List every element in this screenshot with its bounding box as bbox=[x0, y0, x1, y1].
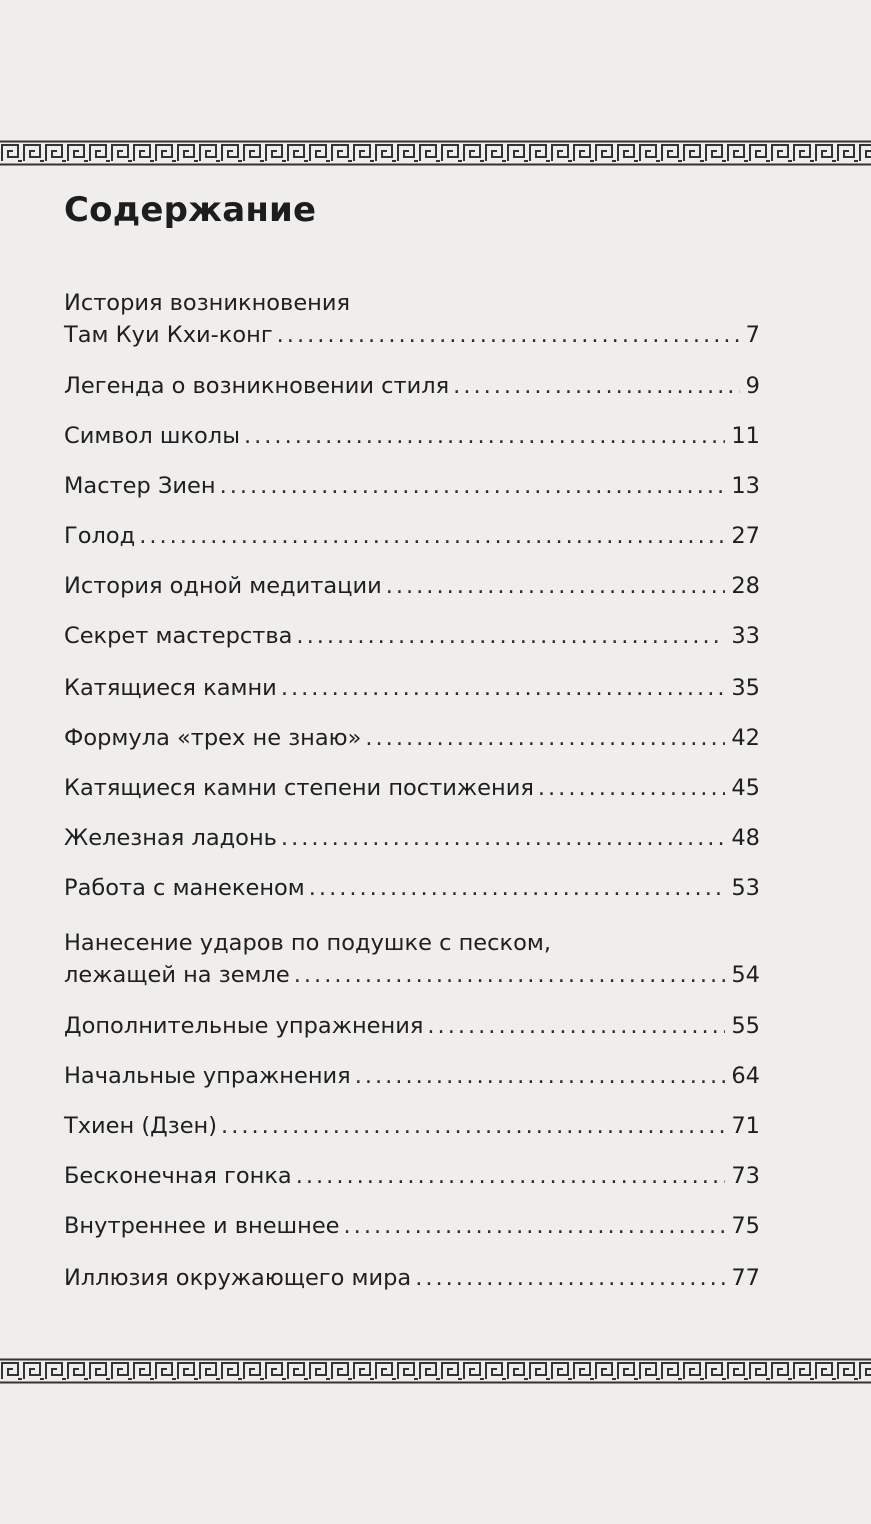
dot-leader bbox=[355, 1060, 726, 1092]
toc-entry-line bbox=[64, 470, 760, 502]
greek-key-border-top bbox=[0, 140, 871, 166]
dot-leader bbox=[309, 872, 726, 904]
dot-leader bbox=[415, 1262, 725, 1294]
toc-entry-line bbox=[64, 520, 760, 552]
dot-leader bbox=[344, 1210, 726, 1242]
toc-page-number: 28 bbox=[731, 573, 760, 599]
toc-entry-line bbox=[64, 1210, 760, 1242]
toc-entry-line bbox=[64, 672, 760, 704]
toc-entry-line bbox=[64, 822, 760, 854]
toc-page-number: 27 bbox=[731, 523, 760, 549]
toc-entry bbox=[64, 1110, 760, 1142]
dot-leader bbox=[281, 672, 726, 704]
toc-entry-line bbox=[64, 370, 760, 402]
toc-entry-line bbox=[64, 570, 760, 602]
toc-page-number: 33 bbox=[731, 623, 760, 649]
toc-entry-title: Катящиеся камни bbox=[64, 675, 277, 701]
dot-leader bbox=[139, 520, 725, 552]
dot-leader bbox=[244, 420, 725, 452]
toc-entry bbox=[64, 620, 760, 652]
toc-entry-line bbox=[64, 620, 760, 652]
toc-page-number: 54 bbox=[731, 962, 760, 988]
toc-entry bbox=[64, 287, 760, 351]
toc-page-number: 48 bbox=[731, 825, 760, 851]
toc-entry-title: Катящиеся камни степени постижения bbox=[64, 775, 534, 801]
toc-entry-line bbox=[64, 1160, 760, 1192]
toc-entry-line bbox=[64, 927, 760, 959]
toc-entry-title: Внутреннее и внешнее bbox=[64, 1213, 340, 1239]
toc-entry-line bbox=[64, 959, 760, 991]
toc-entry-line bbox=[64, 1060, 760, 1092]
dot-leader bbox=[294, 959, 726, 991]
toc-page-number: 73 bbox=[731, 1163, 760, 1189]
toc-entry bbox=[64, 1160, 760, 1192]
toc-entry-title: Начальные упражнения bbox=[64, 1063, 351, 1089]
toc-entry-title: История возникновения bbox=[64, 290, 351, 316]
toc-entry bbox=[64, 927, 760, 991]
toc-page-number: 7 bbox=[745, 322, 760, 348]
toc-page-number: 9 bbox=[745, 373, 760, 399]
toc-entry-title: Секрет мастерства bbox=[64, 623, 293, 649]
toc-entry-line bbox=[64, 1010, 760, 1042]
toc-entry-line bbox=[64, 1110, 760, 1142]
toc-entry-line bbox=[64, 319, 760, 351]
toc-entry bbox=[64, 822, 760, 854]
toc-entry-title: Работа с манекеном bbox=[64, 875, 305, 901]
dot-leader bbox=[538, 772, 725, 804]
dot-leader bbox=[365, 722, 725, 754]
dot-leader bbox=[427, 1010, 725, 1042]
toc-entry bbox=[64, 1010, 760, 1042]
toc-entry-line bbox=[64, 872, 760, 904]
toc-page-number: 53 bbox=[731, 875, 760, 901]
page-title: Содержание bbox=[64, 190, 317, 230]
toc-entry-line bbox=[64, 287, 760, 319]
toc-entry-title: Бесконечная гонка bbox=[64, 1163, 292, 1189]
toc-page-number: 42 bbox=[731, 725, 760, 751]
toc-entry-title: Железная ладонь bbox=[64, 825, 277, 851]
toc-entry-line bbox=[64, 772, 760, 804]
toc-entry bbox=[64, 520, 760, 552]
toc-entry-title: Там Куи Кхи-конг bbox=[64, 322, 273, 348]
toc-entry bbox=[64, 672, 760, 704]
toc-entry bbox=[64, 1210, 760, 1242]
toc-entry bbox=[64, 872, 760, 904]
toc-entry-line bbox=[64, 1262, 760, 1294]
dot-leader bbox=[220, 470, 726, 502]
toc-page-number: 64 bbox=[731, 1063, 760, 1089]
toc-entry-title: Мастер Зиен bbox=[64, 473, 216, 499]
toc-page-number: 75 bbox=[731, 1213, 760, 1239]
toc-entry-title: Дополнительные упражнения bbox=[64, 1013, 424, 1039]
dot-leader bbox=[386, 570, 726, 602]
toc-page-number: 71 bbox=[731, 1113, 760, 1139]
toc-entry bbox=[64, 722, 760, 754]
toc-page-number: 77 bbox=[731, 1265, 760, 1291]
toc-page-number: 55 bbox=[731, 1013, 760, 1039]
greek-key-border-bottom bbox=[0, 1358, 871, 1384]
toc-page-number: 11 bbox=[731, 423, 760, 449]
dot-leader bbox=[296, 1160, 726, 1192]
toc-entry-title: История одной медитации bbox=[64, 573, 382, 599]
dot-leader bbox=[453, 370, 740, 402]
dot-leader bbox=[277, 319, 740, 351]
dot-leader bbox=[296, 620, 725, 652]
toc-page-number: 13 bbox=[731, 473, 760, 499]
toc-entry bbox=[64, 772, 760, 804]
toc-entry-title: Голод bbox=[64, 523, 136, 549]
toc-entry-title: лежащей на земле bbox=[64, 962, 290, 988]
toc-entry-title: Иллюзия окружающего мира bbox=[64, 1265, 412, 1291]
toc-entry-line bbox=[64, 722, 760, 754]
toc-entry-title: Формула «трех не знаю» bbox=[64, 725, 362, 751]
toc-entry-line bbox=[64, 420, 760, 452]
toc-entry bbox=[64, 1060, 760, 1092]
toc-entry-title: Нанесение ударов по подушке с песком, bbox=[64, 930, 552, 956]
toc-entry-title: Тхиен (Дзен) bbox=[64, 1113, 218, 1139]
toc-entry bbox=[64, 370, 760, 402]
toc-entry bbox=[64, 1262, 760, 1294]
dot-leader bbox=[221, 1110, 725, 1142]
toc-entry bbox=[64, 420, 760, 452]
toc-entry bbox=[64, 470, 760, 502]
toc-entry bbox=[64, 570, 760, 602]
toc-page-number: 35 bbox=[731, 675, 760, 701]
toc-entry-title: Символ школы bbox=[64, 423, 240, 449]
dot-leader bbox=[281, 822, 725, 854]
toc-page-number: 45 bbox=[731, 775, 760, 801]
toc-entry-title: Легенда о возникновении стиля bbox=[64, 373, 450, 399]
